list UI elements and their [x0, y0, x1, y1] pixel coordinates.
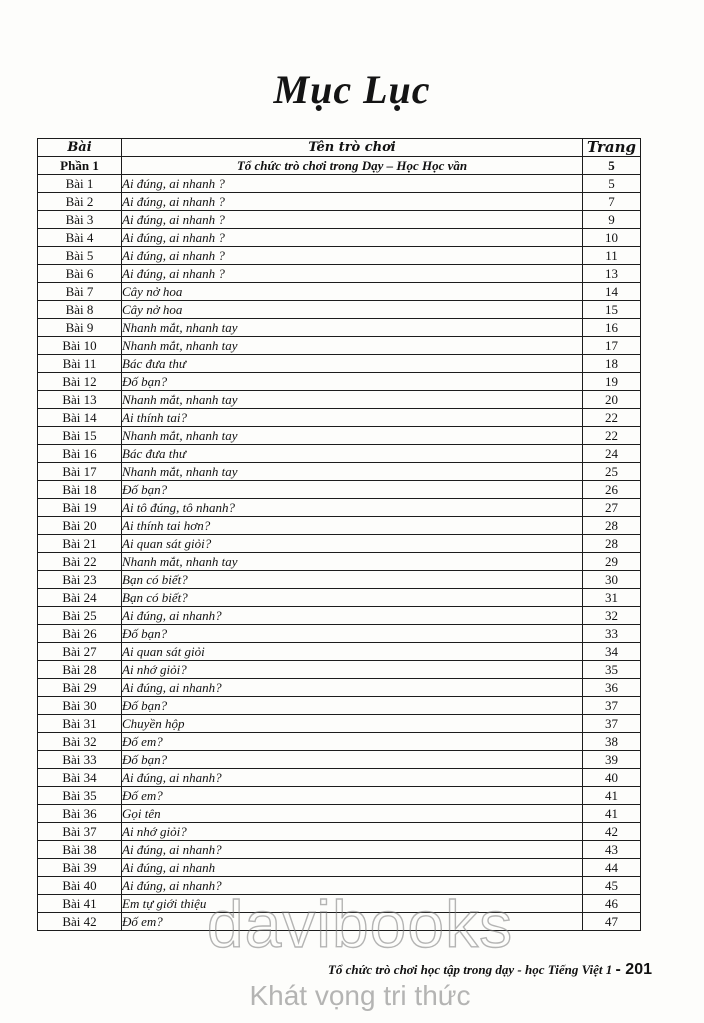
table-row	[38, 679, 641, 697]
table-row	[38, 913, 641, 931]
page-cell: 28	[583, 517, 641, 535]
page-cell: 26	[583, 481, 641, 499]
game-name-cell: Ai đúng, ai nhanh?	[122, 841, 583, 859]
page-cell: 37	[583, 715, 641, 733]
page-cell: 14	[583, 283, 641, 301]
game-name-cell: Em tự giới thiệu	[122, 895, 583, 913]
table-row	[38, 625, 641, 643]
game-name-cell: Ai đúng, ai nhanh?	[122, 607, 583, 625]
lesson-cell: Bài 18	[38, 481, 122, 499]
table-row	[38, 859, 641, 877]
lesson-cell: Bài 37	[38, 823, 122, 841]
page-cell: 24	[583, 445, 641, 463]
lesson-cell: Bài 29	[38, 679, 122, 697]
page-cell: 7	[583, 193, 641, 211]
game-name-cell: Đố em?	[122, 787, 583, 805]
page-cell: 41	[583, 787, 641, 805]
game-name-cell: Đố bạn?	[122, 481, 583, 499]
game-name-cell: Đố em?	[122, 733, 583, 751]
game-name-cell: Ai đúng, ai nhanh?	[122, 769, 583, 787]
table-row	[38, 355, 641, 373]
table-row	[38, 697, 641, 715]
lesson-cell: Bài 33	[38, 751, 122, 769]
game-name-cell: Nhanh mắt, nhanh tay	[122, 337, 583, 355]
page-cell: 44	[583, 859, 641, 877]
table-row	[38, 607, 641, 625]
game-name-cell: Nhanh mắt, nhanh tay	[122, 391, 583, 409]
lesson-cell: Bài 25	[38, 607, 122, 625]
part-label: Phần 1	[38, 157, 122, 175]
page-cell: 39	[583, 751, 641, 769]
game-name-cell: Đố bạn?	[122, 697, 583, 715]
page-cell: 17	[583, 337, 641, 355]
table-row	[38, 589, 641, 607]
table-row	[38, 175, 641, 193]
table-row	[38, 193, 641, 211]
page-cell: 10	[583, 229, 641, 247]
game-name-cell: Ai đúng, ai nhanh?	[122, 877, 583, 895]
lesson-cell: Bài 5	[38, 247, 122, 265]
lesson-cell: Bài 1	[38, 175, 122, 193]
game-name-cell: Ai đúng, ai nhanh ?	[122, 193, 583, 211]
game-name-cell: Nhanh mắt, nhanh tay	[122, 319, 583, 337]
lesson-cell: Bài 36	[38, 805, 122, 823]
page-cell: 43	[583, 841, 641, 859]
page-cell: 19	[583, 373, 641, 391]
table-row	[38, 733, 641, 751]
game-name-cell: Ai đúng, ai nhanh ?	[122, 211, 583, 229]
lesson-cell: Bài 10	[38, 337, 122, 355]
game-name-cell: Ai thính tai hơn?	[122, 517, 583, 535]
lesson-cell: Bài 41	[38, 895, 122, 913]
page-cell: 22	[583, 409, 641, 427]
page-cell: 11	[583, 247, 641, 265]
game-name-cell: Bác đưa thư	[122, 445, 583, 463]
table-row	[38, 751, 641, 769]
table-row	[38, 769, 641, 787]
lesson-cell: Bài 27	[38, 643, 122, 661]
lesson-cell: Bài 22	[38, 553, 122, 571]
part-row	[38, 157, 641, 175]
part-name: Tổ chức trò chơi trong Dạy – Học Học vần	[122, 157, 583, 175]
game-name-cell: Ai đúng, ai nhanh ?	[122, 229, 583, 247]
game-name-cell: Ai đúng, ai nhanh ?	[122, 175, 583, 193]
table-row	[38, 283, 641, 301]
game-name-cell: Đố em?	[122, 913, 583, 931]
page-cell: 15	[583, 301, 641, 319]
page-cell: 9	[583, 211, 641, 229]
lesson-cell: Bài 13	[38, 391, 122, 409]
game-name-cell: Bạn có biết?	[122, 589, 583, 607]
table-row	[38, 715, 641, 733]
table-row	[38, 643, 641, 661]
page-cell: 16	[583, 319, 641, 337]
lesson-cell: Bài 31	[38, 715, 122, 733]
page-cell: 46	[583, 895, 641, 913]
lesson-cell: Bài 40	[38, 877, 122, 895]
page-cell: 29	[583, 553, 641, 571]
page-cell: 32	[583, 607, 641, 625]
page-title: Mục Lục	[273, 67, 431, 112]
table-row	[38, 247, 641, 265]
table-row	[38, 787, 641, 805]
table-row	[38, 805, 641, 823]
lesson-cell: Bài 16	[38, 445, 122, 463]
lesson-cell: Bài 30	[38, 697, 122, 715]
page-cell: 20	[583, 391, 641, 409]
table-row	[38, 337, 641, 355]
page-number: - 201	[615, 961, 652, 978]
table-row	[38, 481, 641, 499]
lesson-cell: Bài 19	[38, 499, 122, 517]
page-cell: 34	[583, 643, 641, 661]
table-row	[38, 553, 641, 571]
table-row	[38, 517, 641, 535]
page-cell: 47	[583, 913, 641, 931]
lesson-cell: Bài 26	[38, 625, 122, 643]
lesson-cell: Bài 17	[38, 463, 122, 481]
page-cell: 45	[583, 877, 641, 895]
header-page: Trang	[583, 139, 641, 157]
table-row	[38, 319, 641, 337]
lesson-cell: Bài 3	[38, 211, 122, 229]
lesson-cell: Bài 32	[38, 733, 122, 751]
table-row	[38, 427, 641, 445]
page-cell: 28	[583, 535, 641, 553]
lesson-cell: Bài 15	[38, 427, 122, 445]
part-page: 5	[583, 157, 641, 175]
lesson-cell: Bài 8	[38, 301, 122, 319]
lesson-cell: Bài 14	[38, 409, 122, 427]
game-name-cell: Đố bạn?	[122, 751, 583, 769]
game-name-cell: Chuyền hộp	[122, 715, 583, 733]
lesson-cell: Bài 2	[38, 193, 122, 211]
game-name-cell: Ai đúng, ai nhanh?	[122, 679, 583, 697]
page-cell: 22	[583, 427, 641, 445]
page-cell: 31	[583, 589, 641, 607]
game-name-cell: Ai đúng, ai nhanh ?	[122, 247, 583, 265]
game-name-cell: Cây nở hoa	[122, 283, 583, 301]
watermark-slogan: Khát vọng tri thức	[249, 980, 471, 1011]
page-cell: 25	[583, 463, 641, 481]
table-row	[38, 463, 641, 481]
page-footer	[0, 961, 652, 979]
game-name-cell: Nhanh mắt, nhanh tay	[122, 427, 583, 445]
game-name-cell: Ai đúng, ai nhanh	[122, 859, 583, 877]
lesson-cell: Bài 38	[38, 841, 122, 859]
lesson-cell: Bài 39	[38, 859, 122, 877]
page-cell: 40	[583, 769, 641, 787]
table-row	[38, 265, 641, 283]
table-row	[38, 409, 641, 427]
game-name-cell: Nhanh mắt, nhanh tay	[122, 553, 583, 571]
game-name-cell: Ai nhớ giỏi?	[122, 661, 583, 679]
lesson-cell: Bài 6	[38, 265, 122, 283]
lesson-cell: Bài 34	[38, 769, 122, 787]
game-name-cell: Ai quan sát giỏi?	[122, 535, 583, 553]
header-lesson: Bài	[38, 139, 122, 157]
game-name-cell: Ai đúng, ai nhanh ?	[122, 265, 583, 283]
table-row	[38, 391, 641, 409]
lesson-cell: Bài 7	[38, 283, 122, 301]
lesson-cell: Bài 23	[38, 571, 122, 589]
game-name-cell: Ai thính tai?	[122, 409, 583, 427]
game-name-cell: Ai quan sát giỏi	[122, 643, 583, 661]
game-name-cell: Bạn có biết?	[122, 571, 583, 589]
table-row	[38, 301, 641, 319]
table-row	[38, 445, 641, 463]
page-cell: 5	[583, 175, 641, 193]
page-cell: 30	[583, 571, 641, 589]
game-name-cell: Đố bạn?	[122, 625, 583, 643]
page-cell: 18	[583, 355, 641, 373]
game-name-cell: Gọi tên	[122, 805, 583, 823]
game-name-cell: Ai tô đúng, tô nhanh?	[122, 499, 583, 517]
table-row	[38, 661, 641, 679]
table-of-contents	[37, 138, 641, 931]
game-name-cell: Đố bạn?	[122, 373, 583, 391]
page-cell: 42	[583, 823, 641, 841]
page-cell: 13	[583, 265, 641, 283]
page-cell: 33	[583, 625, 641, 643]
game-name-cell: Bác đưa thư	[122, 355, 583, 373]
lesson-cell: Bài 28	[38, 661, 122, 679]
lesson-cell: Bài 11	[38, 355, 122, 373]
lesson-cell: Bài 42	[38, 913, 122, 931]
table-row	[38, 211, 641, 229]
table-row	[38, 571, 641, 589]
lesson-cell: Bài 35	[38, 787, 122, 805]
header-game: Tên trò chơi	[122, 139, 583, 157]
page-cell: 37	[583, 697, 641, 715]
table-header-row	[38, 139, 641, 157]
page-cell: 27	[583, 499, 641, 517]
page-cell: 38	[583, 733, 641, 751]
table-row	[38, 535, 641, 553]
table-row	[38, 841, 641, 859]
table-row	[38, 895, 641, 913]
table-row	[38, 373, 641, 391]
table-row	[38, 823, 641, 841]
lesson-cell: Bài 12	[38, 373, 122, 391]
table-row	[38, 499, 641, 517]
game-name-cell: Cây nở hoa	[122, 301, 583, 319]
table-row	[38, 877, 641, 895]
running-title: Tổ chức trò chơi học tập trong dạy - học Tiếng Việt 1	[327, 962, 613, 977]
lesson-cell: Bài 24	[38, 589, 122, 607]
page-cell: 35	[583, 661, 641, 679]
lesson-cell: Bài 20	[38, 517, 122, 535]
page-cell: 36	[583, 679, 641, 697]
page-cell: 41	[583, 805, 641, 823]
watermark-brand: davibooks	[206, 887, 514, 961]
lesson-cell: Bài 21	[38, 535, 122, 553]
table-row	[38, 229, 641, 247]
lesson-cell: Bài 9	[38, 319, 122, 337]
game-name-cell: Ai nhớ giỏi?	[122, 823, 583, 841]
game-name-cell: Nhanh mắt, nhanh tay	[122, 463, 583, 481]
lesson-cell: Bài 4	[38, 229, 122, 247]
